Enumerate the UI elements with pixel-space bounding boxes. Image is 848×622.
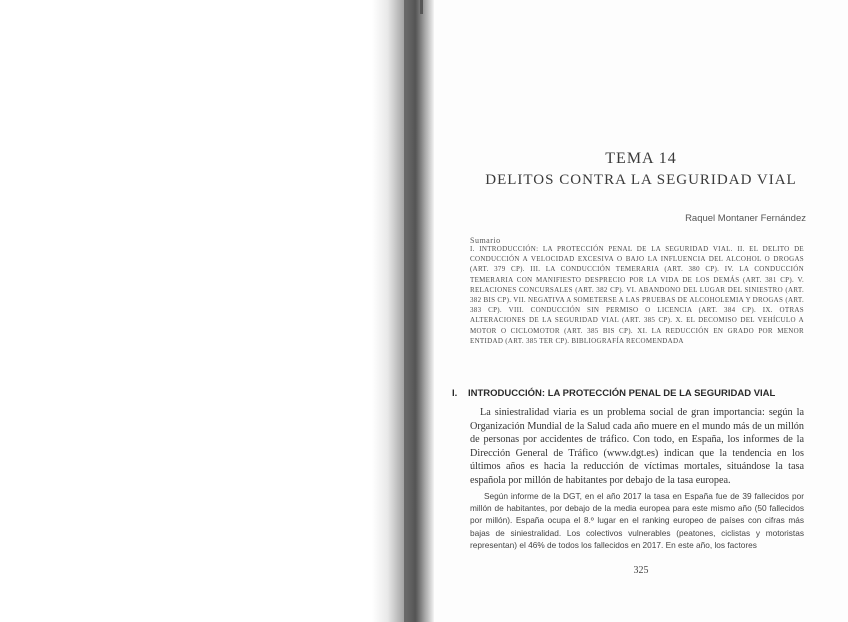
body-paragraph-1: La siniestralidad viaria es un problema social de gran importancia: según la Organización Mundial de la Salud cada año muere en el mundo más de un millón de personas por accidentes de tráfico. Con todo, en España, los informes de la Dirección General de Tráfico (www.dgt.es) indican que la tendencia en los últimos años es hacia la reducción de víctimas mortales, situándose la tasa española por millón de habitantes por debajo de la tasa europea.	[470, 407, 804, 486]
section-title: INTRODUCCIÓN: LA PROTECCIÓN PENAL DE LA SEGURIDAD VIAL	[468, 388, 776, 399]
author-name: Raquel Montaner Fernández	[685, 213, 806, 224]
body-paragraph-2: Según informe de la DGT, en el año 2017 la tasa en España fue de 39 fallecidos por millón de habitantes, por debajo de la media europea para este mismo año (50 fallecidos por millón). España ocupa el 8.º lugar en el ranking europeo de países con cifras más bajas de siniestralidad. Los colectivos vulnerables (peatones, ciclistas y motoristas representan) el 46% de todos los fallecidos en 2017. En este año, los factores	[470, 491, 804, 550]
page-number: 325	[633, 565, 649, 576]
chapter-number: TEMA 14	[605, 150, 677, 167]
right-page	[434, 0, 848, 622]
summary-label: Sumario	[470, 236, 501, 245]
section-heading	[452, 388, 832, 399]
left-blank-page	[0, 0, 375, 622]
section-number: I.	[452, 388, 458, 399]
gutter-shadow	[404, 0, 434, 622]
summary-text: I. INTRODUCCIÓN: LA PROTECCIÓN PENAL DE LA SEGURIDAD VIAL. II. EL DELITO DE CONDUCCIÓN A VELOCIDAD EXCESIVA O BAJO LA INFLUENCIA DEL ALCOHOL O DROGAS (ART. 379 CP). III. LA CONDUCCIÓN TEMERARIA (ART. 380 CP). IV. LA CONDUCCIÓN TEMERARIA CON MANIFIESTO DESPRECIO POR LA VIDA DE LOS DEMÁS (ART. 381 CP). V. RELACIONES CONCURSALES (ART. 382 CP). VI. ABANDONO DEL LUGAR DEL SINIESTRO (ART. 382 BIS CP). VII. NEGATIVA A SOMETERSE A LAS PRUEBAS DE ALCOHOLEMIA Y DROGAS (ART. 383 CP). VIII. CONDUCCIÓN SIN PERMISO O LICENCIA (ART. 384 CP). IX. OTRAS ALTERACIONES DE LA SEGURIDAD VIAL (ART. 385 CP). X. EL DECOMISO DEL VEHÍCULO A MOTOR O CICLOMOTOR (ART. 385 BIS CP). XI. LA REDUCCIÓN EN GRADO POR MENOR ENTIDAD (ART. 385 TER CP). BIBLIOGRAFÍA RECOMENDADA	[470, 245, 804, 345]
gutter-mark	[420, 0, 423, 14]
chapter-title: DELITOS CONTRA LA SEGURIDAD VIAL	[485, 172, 797, 188]
